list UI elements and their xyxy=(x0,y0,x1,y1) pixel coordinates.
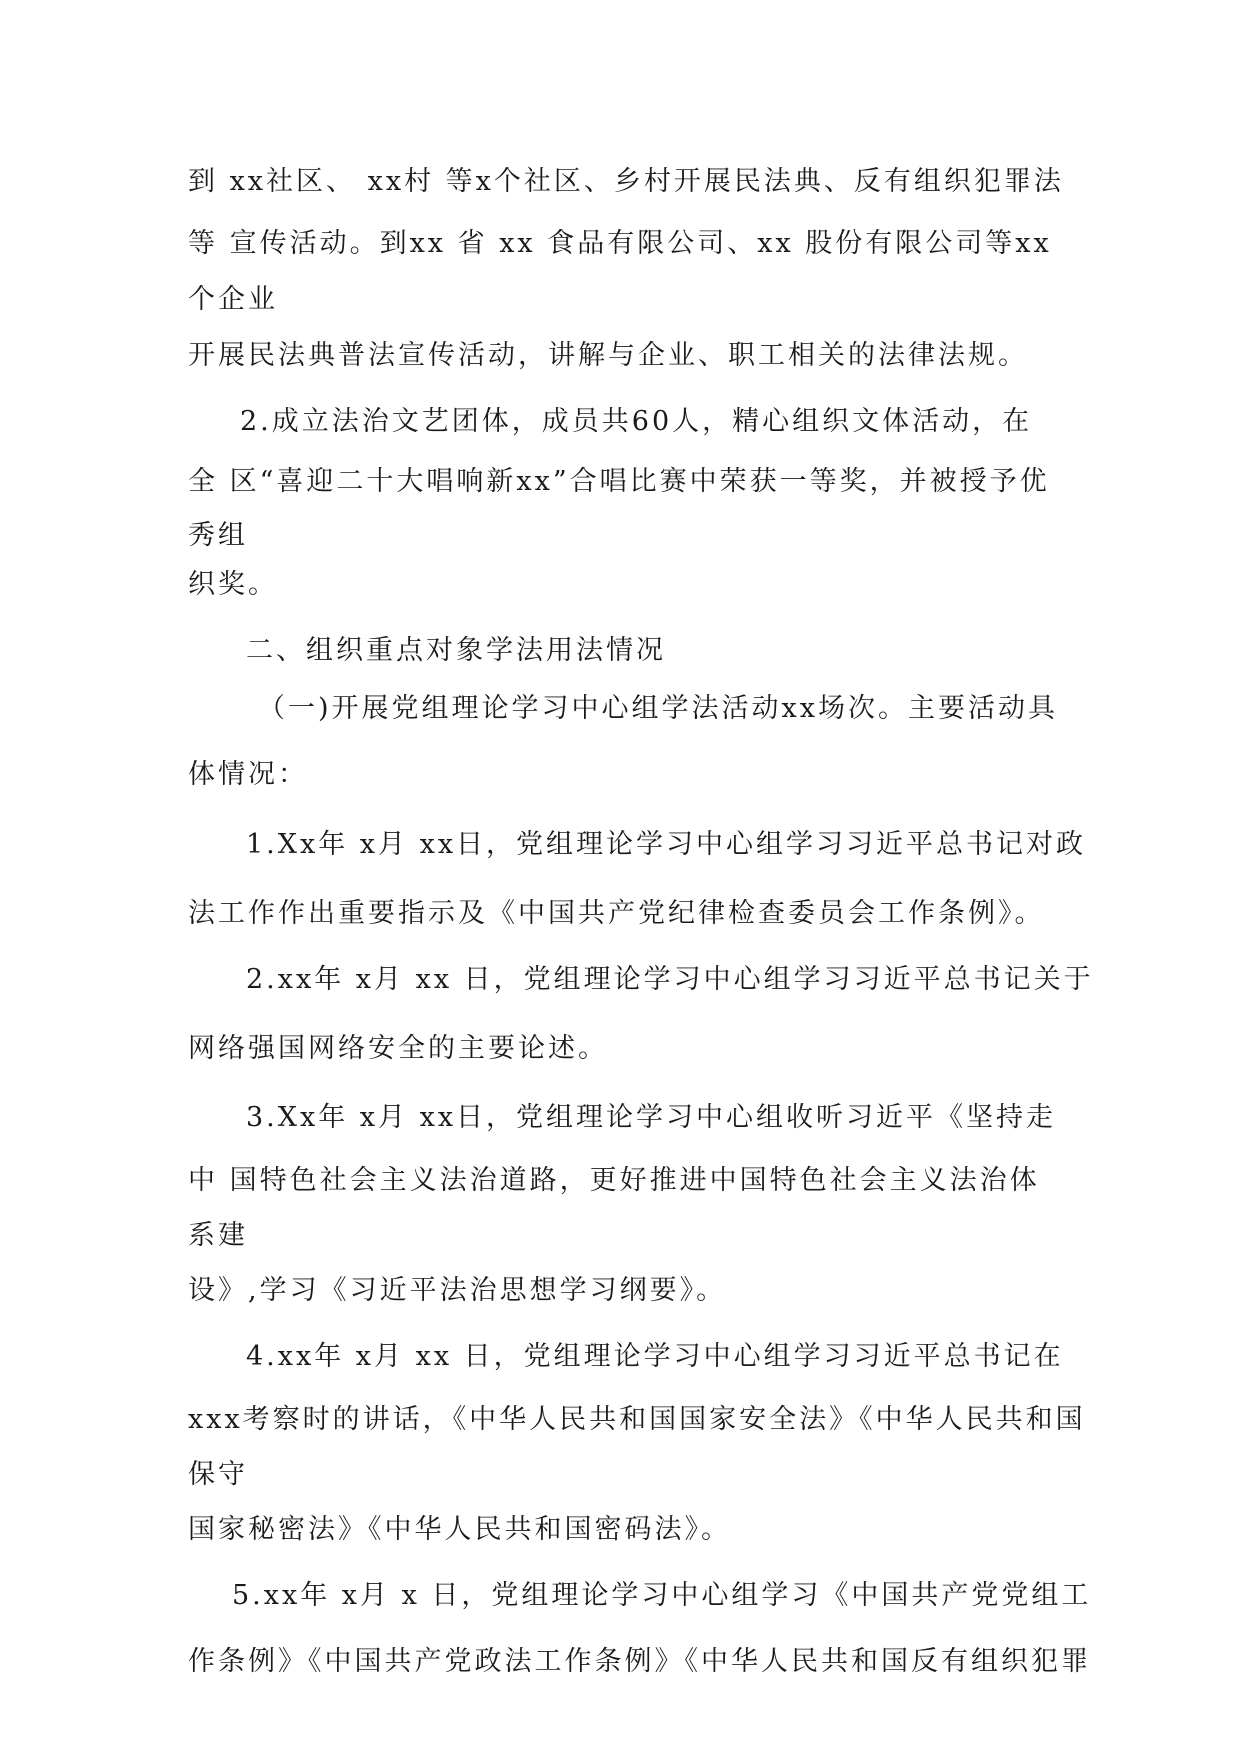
list-item: 5.xx年 x月 x 日，党组理论学习中心组学习《中国共产党党组工 xyxy=(232,1580,1092,1611)
text-line: 中 国特色社会主义法治道路，更好推进中国特色社会主义法治体 xyxy=(188,1165,1040,1196)
text-line: 2.成立法治文艺团体，成员共60人，精心组织文体活动，在 xyxy=(240,406,1033,437)
list-item: 4.xx年 x月 xx 日，党组理论学习中心组学习习近平总书记在 xyxy=(246,1341,1064,1372)
text-line: 法工作作出重要指示及《中国共产党纪律检查委员会工作条例》。 xyxy=(188,898,1045,929)
text-line: xxx考察时的讲话，《中华人民共和国国家安全法》《中华人民共和国 xyxy=(188,1404,1086,1435)
list-item: 2.xx年 x月 xx 日，党组理论学习中心组学习习近平总书记关于 xyxy=(246,964,1094,995)
text-line: 作条例》《中国共产党政法工作条例》《中华人民共和国反有组织犯罪 xyxy=(188,1646,1091,1677)
text-line: 系建 xyxy=(188,1220,248,1251)
text-line: 全 区“喜迎二十大唱响新xx”合唱比赛中荣获一等奖，并被授予优 xyxy=(188,466,1050,497)
section-heading: 二、组织重点对象学法用法情况 xyxy=(246,635,666,666)
text-line: 秀组 xyxy=(188,520,248,551)
text-line: 体情况： xyxy=(188,759,308,790)
text-line: 网络强国网络安全的主要论述。 xyxy=(188,1033,608,1064)
text-line: 织奖。 xyxy=(188,569,278,600)
text-line: 等 宣传活动。到xx 省 xx 食品有限公司、xx 股份有限公司等xx xyxy=(188,228,1052,259)
text-line: 开展民法典普法宣传活动，讲解与企业、职工相关的法律法规。 xyxy=(188,340,1028,371)
text-line: 个企业 xyxy=(188,284,278,315)
list-item: 1.Xx年 x月 xx日，党组理论学习中心组学习习近平总书记对政 xyxy=(246,829,1087,860)
text-line: 到 xx社区、 xx村 等x个社区、乡村开展民法典、反有组织犯罪法 xyxy=(188,166,1064,197)
text-line: 设》,学习《习近平法治思想学习纲要》。 xyxy=(188,1275,727,1306)
text-line: 保守 xyxy=(188,1459,248,1490)
list-item: 3.Xx年 x月 xx日，党组理论学习中心组收听习近平《坚持走 xyxy=(246,1102,1057,1133)
subsection-heading: （一)开展党组理论学习中心组学法活动xx场次。主要活动具 xyxy=(258,693,1058,724)
text-line: 国家秘密法》《中华人民共和国密码法》。 xyxy=(188,1514,731,1545)
